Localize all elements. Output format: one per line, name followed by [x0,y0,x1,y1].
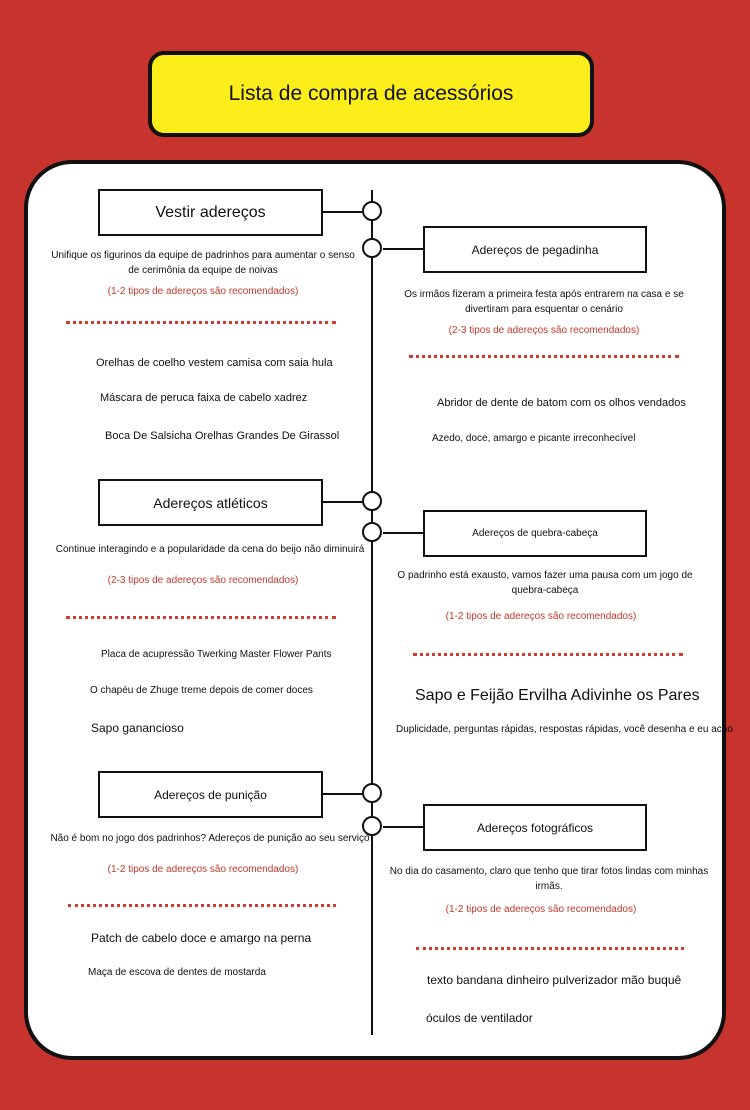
category-heading-fotograficos: Adereços fotográficos [423,804,647,851]
list-item: Máscara de peruca faixa de cabelo xadrez [100,392,308,404]
timeline-node [362,238,382,258]
timeline-node [362,783,382,803]
list-item: Sapo ganancioso [91,721,184,735]
timeline-node [362,201,382,221]
list-item: óculos de ventilador [426,1011,533,1025]
connector-left-1 [322,211,362,213]
dotted-divider [416,947,684,950]
category-heading-punicao: Adereços de punição [98,771,323,818]
connector-left-2 [322,501,362,503]
category-heading-vestir: Vestir adereços [98,189,323,236]
timeline-line [371,190,373,1035]
list-item: Azedo, doce, amargo e picante irreconhecível [432,433,636,444]
list-item: Sapo e Feijão Ervilha Adivinhe os Pares [415,687,700,704]
recommendation-text: (1-2 tipos de adereços são recomendados) [445,611,637,622]
dotted-divider [66,616,336,619]
connector-right-3 [383,826,423,828]
list-item: Duplicidade, perguntas rápidas, respostas rápidas, você desenha e eu acho [396,724,733,735]
category-description: O padrinho está exausto, vamos fazer uma pausa com um jogo de quebra-cabeça [397,570,693,596]
category-description: Não é bom no jogo dos padrinhos? Adereços de punição ao seu serviço [50,833,370,844]
page-title: Lista de compra de acessórios [228,82,514,105]
list-item: texto bandana dinheiro pulverizador mão buquê [427,973,682,987]
recommendation-text: (1-2 tipos de adereços são recomendados) [445,904,637,915]
category-description: Os irmãos fizeram a primeira festa após entrarem na casa e se divertiram para esquentar o cenário [404,289,684,315]
connector-right-1 [383,248,423,250]
list-item: Boca De Salsicha Orelhas Grandes De Girassol [105,430,340,442]
category-description: Continue interagindo e a popularidade da cena do beijo não diminuirá [55,544,365,555]
recommendation-text: (2-3 tipos de adereços são recomendados) [448,325,640,336]
dotted-divider [68,904,336,907]
list-item: O chapéu de Zhuge treme depois de comer doces [90,685,313,696]
list-item: Maça de escova de dentes de mostarda [88,967,266,978]
dotted-divider [409,355,679,358]
category-heading-atleticos: Adereços atléticos [98,479,323,526]
category-heading-quebra-cabeca: Adereços de quebra-cabeça [423,510,647,557]
connector-left-3 [322,793,362,795]
recommendation-text: (2-3 tipos de adereços são recomendados) [107,575,299,586]
timeline-node [362,491,382,511]
category-heading-pegadinha: Adereços de pegadinha [423,226,647,273]
category-description: Unifique os figurinos da equipe de padrinhos para aumentar o senso de cerimônia da equipe de noivas [51,250,355,276]
list-item: Abridor de dente de batom com os olhos vendados [437,397,686,409]
category-description: No dia do casamento, claro que tenho que tirar fotos lindas com minhas irmãs. [389,866,709,892]
recommendation-text: (1-2 tipos de adereços são recomendados) [107,286,299,297]
timeline-node [362,522,382,542]
dotted-divider [413,653,683,656]
list-item: Patch de cabelo doce e amargo na perna [91,931,312,945]
connector-right-2 [383,532,423,534]
list-item: Orelhas de coelho vestem camisa com saia hula [96,357,333,369]
title-banner [148,51,594,137]
dotted-divider [66,321,336,324]
list-item: Placa de acupressão Twerking Master Flower Pants [101,649,332,660]
recommendation-text: (1-2 tipos de adereços são recomendados) [107,864,299,875]
